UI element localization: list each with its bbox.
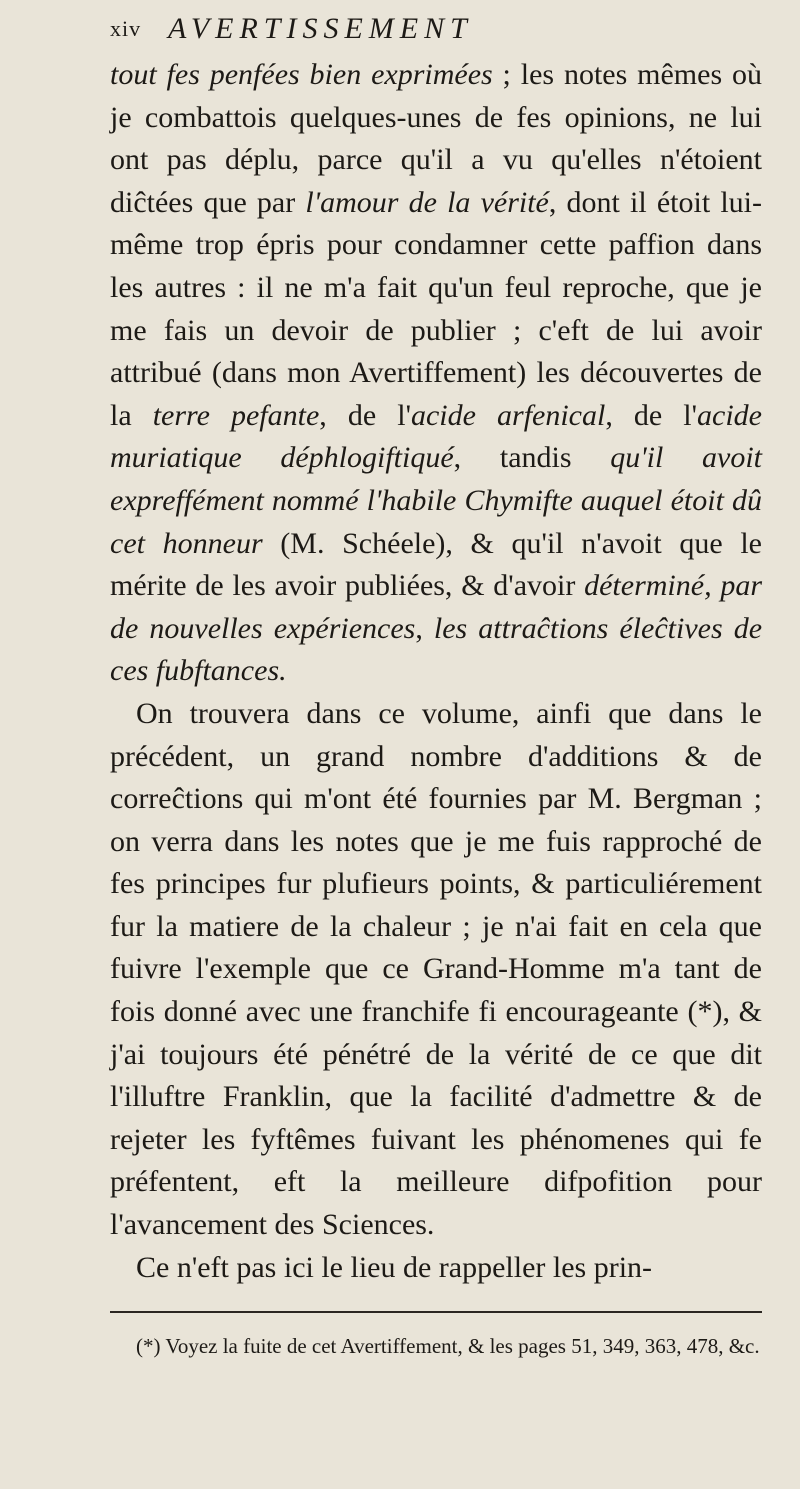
body-text — [110, 54, 762, 1289]
text-run: , de l' — [319, 398, 411, 432]
paragraph-3 — [110, 1247, 762, 1290]
italic-run: terre pefante — [152, 398, 320, 432]
text-run: On trouvera dans ce volume, ainfi que dans le précédent, un grand nombre d'additions & de correĉtions qui m'ont été fournies par M. Bergman ; on verra dans les notes que je me fuis rapproché de fes principes fur plufieurs points, & particuliérement fur la matiere de la chaleur ; je n'ai fait en cela que fuivre l'exemple que ce Grand-Homme m'a tant de fois donné avec une franchife fi encourageante (*), & j'ai toujours été pénétré de la vérité de ce que dit l'illuftre Franklin, que la facilité d'admettre & de rejeter les fyftêmes fuivant les phénomenes qui fe préfentent, eft la meilleure difpofition pour l'avancement des Sciences. — [110, 696, 762, 1242]
book-page — [0, 10, 800, 1489]
italic-run: déterminé, par de nouvelles expériences — [110, 569, 763, 645]
italic-run: tout fes penfées bien exprimées — [110, 58, 493, 91]
italic-run: acide arfenical — [410, 398, 606, 432]
text-run: , — [415, 611, 434, 645]
footnote-rule — [110, 1311, 762, 1313]
page-number: xiv — [110, 16, 142, 41]
paragraph-2 — [110, 693, 762, 1247]
text-run: Ce n'eft pas ici le lieu de rappeller les prin- — [136, 1250, 653, 1284]
italic-run: les attraĉtions éleĉtives de ces fubftances. — [110, 611, 763, 688]
italic-run: acide muriatique déphlogiftiqué — [110, 398, 762, 475]
text-run: ; les notes mêmes où je combattois quelques-unes de fes opinions, ne lui ont pas déplu, parce qu'il a vu qu'elles n'étoient diĉtées que par — [110, 58, 762, 219]
italic-run: l'amour de la vérité — [305, 185, 549, 219]
paragraph-1 — [110, 54, 762, 693]
text-run: , tandis — [453, 441, 611, 475]
text-run: (M. Schéele), & qu'il n'avoit que le mérite de les avoir publiées, & d'avoir — [110, 526, 762, 603]
text-run: , de l' — [605, 398, 698, 432]
text-run: , dont il étoit lui-même trop épris pour condamner cette paffion dans les autres : il ne m'a fait qu'un feul reproche, que je me fais un devoir de publier ; c'eft de lui avoir attribué (dans mon Avertiffement) les découvertes de la — [110, 185, 762, 432]
running-head — [110, 10, 762, 50]
footnote: (*) Voyez la fuite de cet Avertiffement, & les pages 51, 349, 363, 478, &c. — [136, 1334, 760, 1359]
running-title: AVERTISSEMENT — [168, 12, 473, 45]
italic-run: qu'il avoit expreffément nommé l'habile Chymifte auquel étoit dû cet honneur — [110, 441, 763, 560]
